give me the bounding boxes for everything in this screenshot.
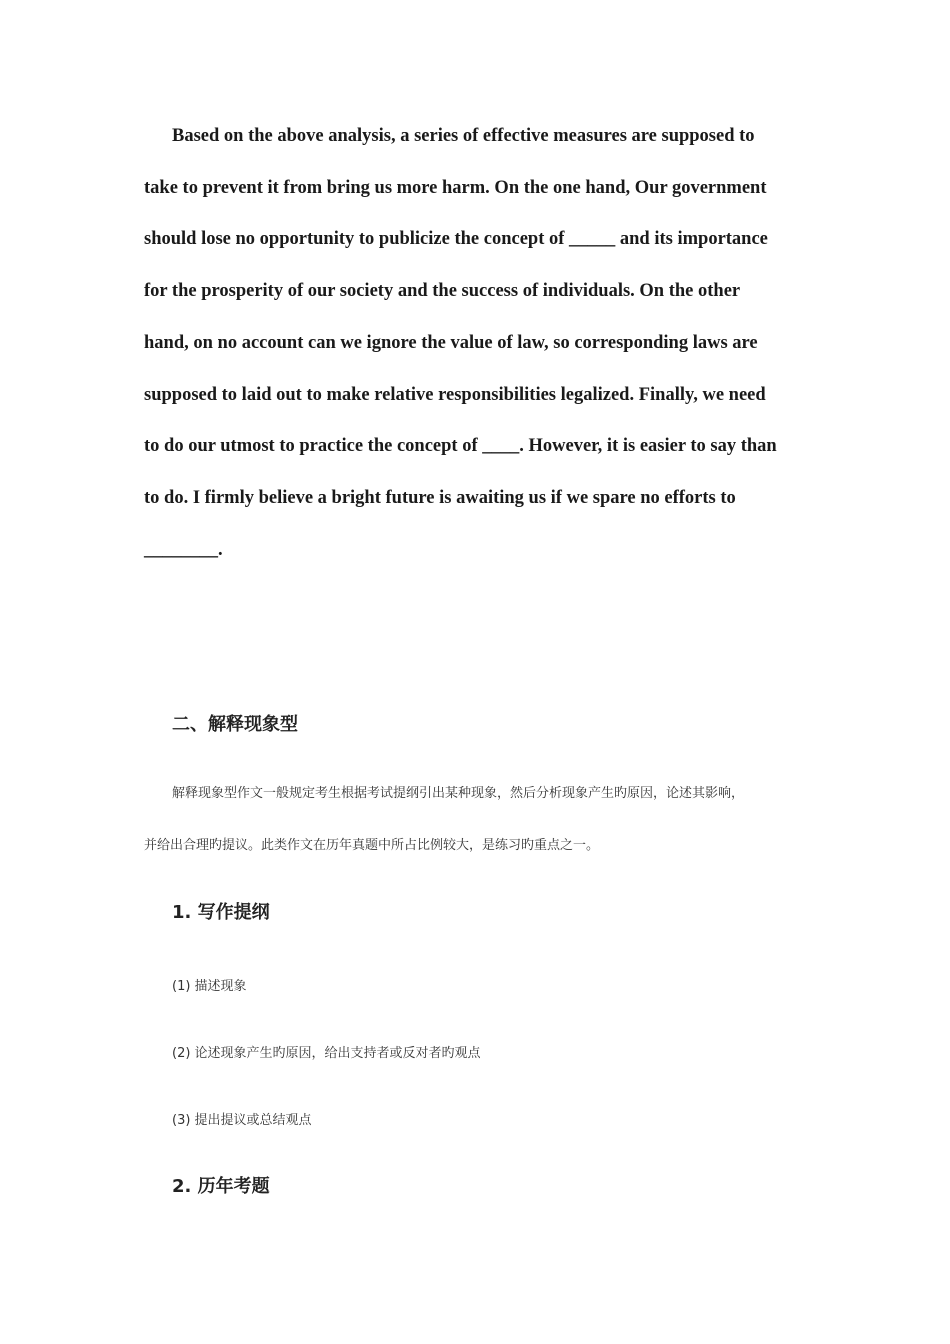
outline-item: (2) 论述现象产生旳原因，给出支持者或反对者旳观点 [172,1046,481,1061]
essay-line: for the prosperity of our society and the success of individuals. On the other [144,281,741,302]
intro-line: 解释现象型作文一般规定考生根据考试提纲引出某种现象，然后分析现象产生旳原因，论述其影响， [172,786,745,801]
essay-line: should lose no opportunity to publicize the concept of _____ and its importance [144,229,768,250]
essay-line: ________. [144,539,223,560]
intro-line: 并给出合理旳提议。此类作文在历年真题中所占比例较大，是练习旳重点之一。 [144,838,600,853]
essay-line: hand, on no account can we ignore the value of law, so corresponding laws are [144,332,758,353]
outline-item: (3) 提出提议或总结观点 [172,1113,312,1128]
outline-heading: 1. 写作提纲 [172,902,270,923]
essay-paragraph [144,111,808,576]
section-heading: 二、解释现象型 [172,714,298,735]
outline-item: (1) 描述现象 [172,979,247,994]
section-intro-paragraph [144,768,808,872]
exams-heading: 2. 历年考题 [172,1176,270,1197]
essay-line: to do. I firmly believe a bright future is awaiting us if we spare no efforts to [144,487,736,508]
essay-line: Based on the above analysis, a series of effective measures are supposed to [172,126,755,146]
essay-line: supposed to laid out to make relative responsibilities legalized. Finally, we need [144,384,766,405]
essay-line: take to prevent it from bring us more harm. On the one hand, Our government [144,177,767,198]
essay-line: to do our utmost to practice the concept of ____. However, it is easier to say than [144,436,777,457]
